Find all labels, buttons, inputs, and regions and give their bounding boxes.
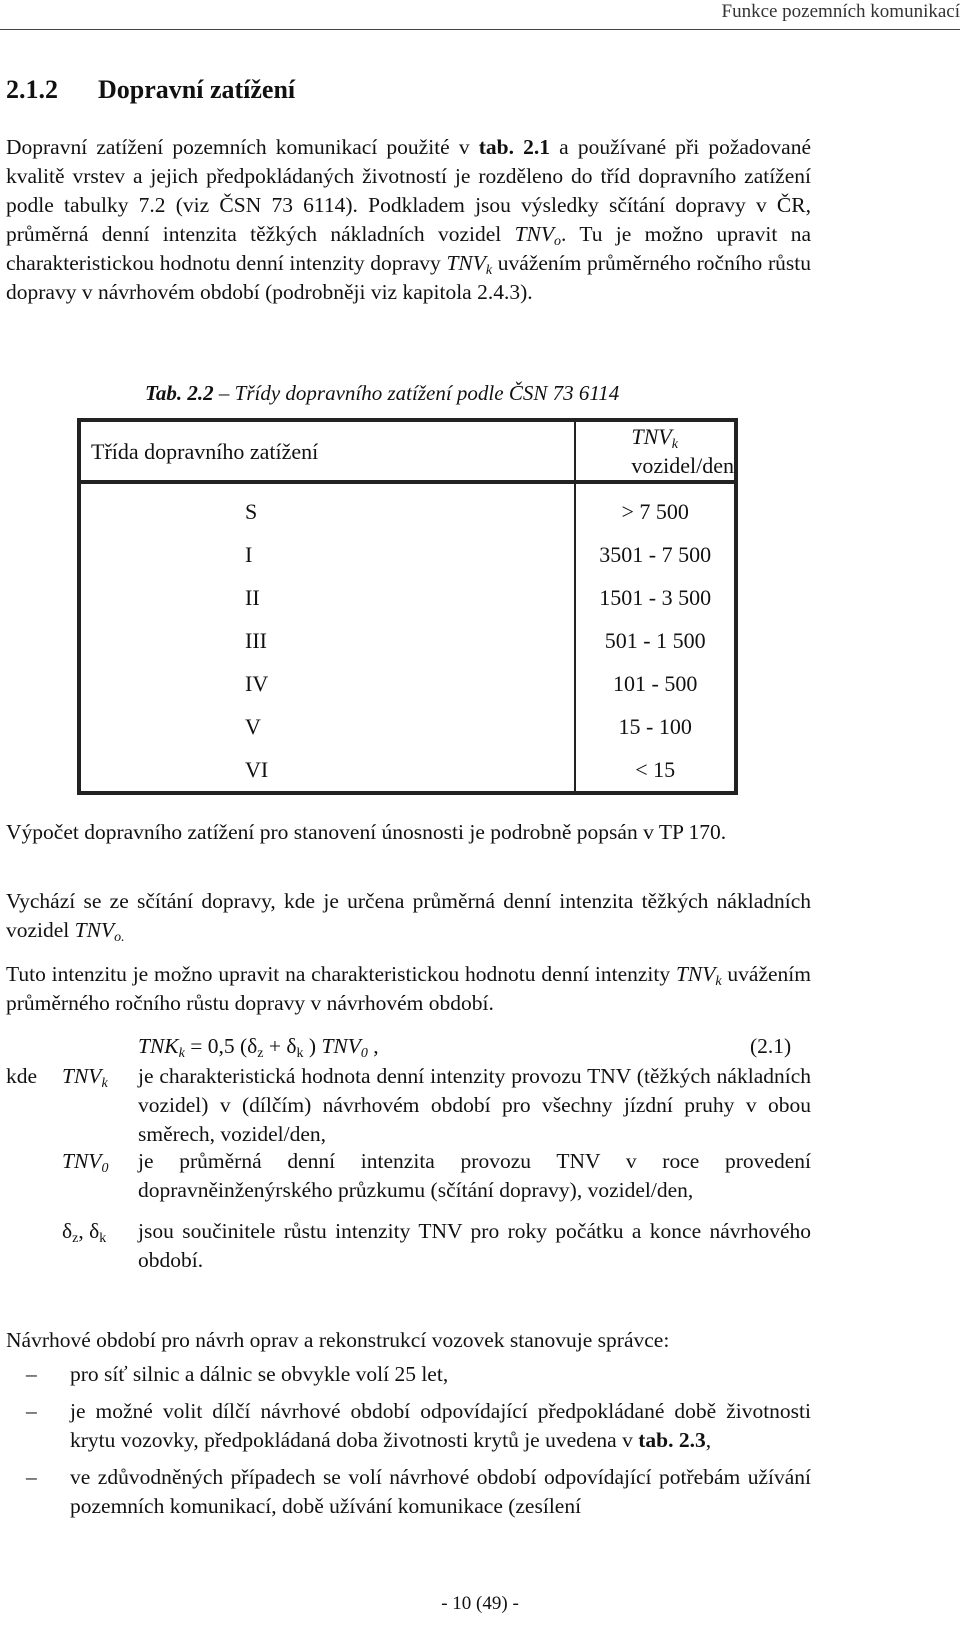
text: Tuto intenzitu je možno upravit na charakteristickou hodnotu denní intenzity	[6, 962, 676, 986]
definition-text: jsou součinitele růstu intenzity TNV pro roky počátku a konce návrhového období.	[138, 1219, 811, 1272]
paragraph-adjust	[6, 960, 811, 1018]
table-row	[79, 576, 736, 619]
dash-bullet: –	[26, 1399, 37, 1423]
subscript: 0	[101, 1161, 109, 1176]
cell-range: 101 - 500	[613, 671, 698, 696]
subscript: k	[101, 1076, 108, 1091]
subscript: k	[715, 974, 722, 989]
variable: TNV	[62, 1149, 102, 1173]
cell-class: VI	[79, 748, 575, 793]
subscript: z	[257, 1046, 264, 1061]
subscript: 0	[360, 1046, 368, 1061]
subscript: o	[554, 234, 562, 249]
text: pro síť silnic a dálnic se obvykle volí 25 let,	[70, 1362, 449, 1386]
cell-range: 15 - 100	[618, 714, 692, 739]
text: uvážením průměrného ročního růstu dopravy v návrhovém období (podrobněji viz kapitola 2.4.3).	[6, 251, 811, 304]
definition-term	[62, 1217, 106, 1246]
text: Vychází se ze sčítání dopravy, kde je určena průměrná denní intenzita těžkých nákladních vozidel	[6, 889, 811, 942]
equation-number: (2.1)	[750, 1034, 792, 1058]
variable: TNV	[62, 1064, 102, 1088]
list-item	[6, 1360, 811, 1389]
table-caption	[145, 379, 619, 408]
cell-class: III	[79, 619, 575, 662]
running-header: Funkce pozemních komunikací	[721, 1, 960, 22]
paragraph-calculation: Výpočet dopravního zatížení pro stanovení únosnosti je podrobně popsán v TP 170.	[6, 820, 727, 844]
text: ,	[705, 1428, 712, 1452]
text: δ	[62, 1219, 73, 1243]
text: uvážením průměrného ročního růstu dopravy v návrhovém období.	[6, 962, 811, 1015]
table-row	[79, 662, 736, 705]
table-row	[79, 619, 736, 662]
cell-range: > 7 500	[621, 499, 689, 524]
caption-label: Tab. 2.2	[145, 381, 214, 405]
variable: TNV	[631, 424, 672, 449]
table-row	[79, 748, 736, 793]
section-heading	[6, 74, 295, 106]
column-header-class: Třída dopravního zatížení	[79, 420, 575, 482]
text: ,	[367, 1034, 379, 1058]
text: , δ	[78, 1219, 100, 1243]
subscript: k	[485, 263, 493, 278]
variable: TNV	[74, 918, 115, 942]
text: a používané při požadované kvalitě vrstev a jejich předpokládaných životností je rozděleno do tříd dopravního zatížení podle tabulky 7.2 (viz ČSN 73 6114). Podkladem jsou výsledky sčítání dopravy v ČR, průměrná denní intenzita těžkých nákladních vozidel	[6, 135, 811, 246]
table-row	[79, 533, 736, 576]
cell-range: 501 - 1 500	[604, 628, 706, 653]
equation	[138, 1032, 379, 1061]
list-item	[6, 1397, 811, 1455]
table-row	[79, 705, 736, 748]
dash-bullet: –	[26, 1362, 37, 1386]
text: )	[303, 1034, 322, 1058]
subscript: o.	[114, 930, 125, 945]
subscript: k	[178, 1046, 185, 1061]
paragraph-design-period: Návrhové období pro návrh oprav a rekonstrukcí vozovek stanovuje správce:	[6, 1328, 670, 1352]
traffic-class-table	[77, 418, 738, 795]
cell-range: 1501 - 3 500	[599, 585, 712, 610]
definition-term	[62, 1147, 108, 1176]
section-title: Dopravní zatížení	[98, 75, 296, 104]
variable: TNV	[446, 251, 486, 275]
table-row	[79, 482, 736, 533]
table-reference: tab. 2.1	[478, 135, 550, 159]
bullet-list	[6, 1360, 811, 1529]
cell-range: 3501 - 7 500	[599, 542, 712, 567]
paragraph-census	[6, 887, 811, 945]
variable: TNV	[675, 962, 716, 986]
column-header-tnv	[575, 420, 736, 482]
subscript: k	[671, 437, 678, 452]
cell-class: II	[79, 576, 575, 619]
paragraph-intro	[6, 133, 811, 307]
text: je možné volit dílčí návrhové období odpovídající předpokládané době životnosti krytu vozovky, předpokládaná doba životnosti krytů je uvedena v	[70, 1399, 811, 1452]
text: + δ	[263, 1034, 297, 1058]
subscript: k	[99, 1231, 107, 1246]
section-number: 2.1.2	[6, 75, 58, 104]
variable: TNV	[321, 1034, 361, 1058]
where-label: kde	[6, 1064, 38, 1088]
definition-text: je charakteristická hodnota denní intenzity provozu TNV (těžkých nákladních vozidel) v (dílčím) návrhovém období pro všechny jízdní pruhy v obou směrech, vozidel/den,	[138, 1064, 811, 1146]
variable: TNV	[514, 222, 555, 246]
list-item	[6, 1463, 811, 1521]
header-rule	[0, 29, 960, 30]
cell-range: < 15	[635, 757, 676, 782]
table-reference: tab. 2.3	[638, 1428, 706, 1452]
table-header-row	[79, 420, 736, 482]
cell-class: IV	[79, 662, 575, 705]
text: ve zdůvodněných případech se volí návrhové období odpovídající potřebám užívání pozemních komunikací, době užívání komunikace (zesílení	[70, 1465, 811, 1518]
text: = 0,5 (δ	[184, 1034, 258, 1058]
page-number: - 10 (49) -	[441, 1593, 519, 1614]
unit: vozidel/den	[631, 453, 734, 478]
definition-term	[62, 1062, 108, 1091]
subscript: z	[72, 1231, 79, 1246]
subscript: k	[296, 1046, 304, 1061]
caption-text: – Třídy dopravního zatížení podle ČSN 73 6114	[213, 381, 620, 405]
cell-class: V	[79, 705, 575, 748]
text: Dopravní zatížení pozemních komunikací použité v	[6, 135, 479, 159]
dash-bullet: –	[26, 1465, 37, 1489]
variable: TNK	[138, 1034, 179, 1058]
definition-text: je průměrná denní intenzita provozu TNV v roce provedení dopravněinženýrského průzkumu (sčítání dopravy), vozidel/den,	[138, 1149, 811, 1202]
text: . Tu je možno upravit na charakteristickou hodnotu denní intenzity dopravy	[6, 222, 812, 275]
cell-class: I	[79, 533, 575, 576]
cell-class: S	[79, 482, 575, 533]
